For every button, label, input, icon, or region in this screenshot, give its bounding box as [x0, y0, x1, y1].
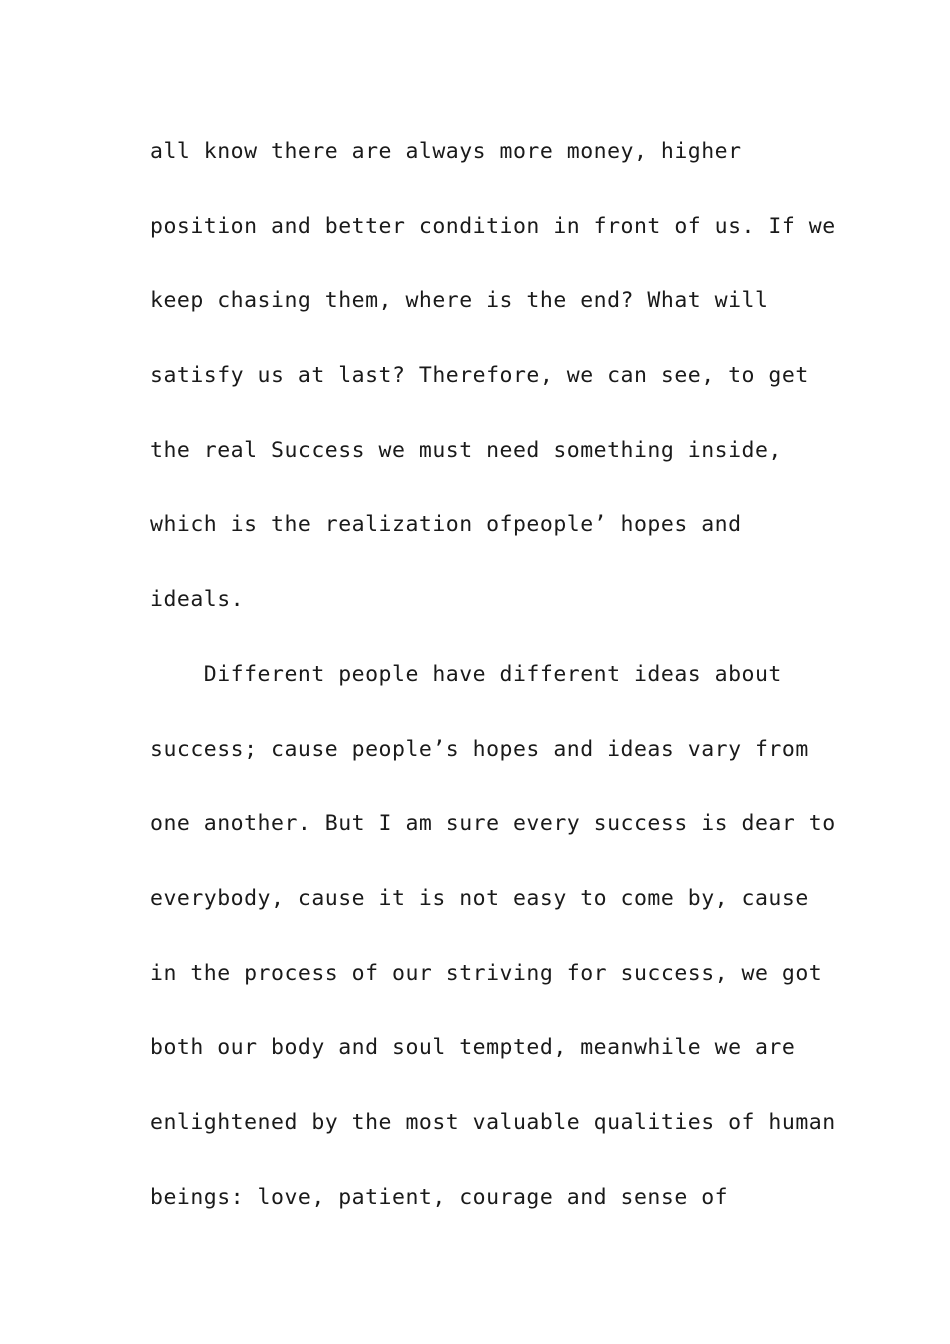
text-line: enlightened by the most valuable qualities of human — [150, 1109, 836, 1135]
text-line: which is the realization ofpeople’ hopes and — [150, 512, 742, 538]
text-line: position and better condition in front of us. If we — [150, 213, 836, 239]
text-line: beings: love, patient, courage and sense of — [150, 1184, 729, 1210]
text-line: success; cause people’s hopes and ideas vary from — [150, 736, 809, 762]
paragraph-first-line: Different people have different ideas about — [150, 661, 782, 687]
text-line: the real Success we must need something inside, — [150, 437, 782, 463]
text-line: one another. But I am sure every success is dear to — [150, 811, 836, 837]
text-line: both our body and soul tempted, meanwhile we are — [150, 1035, 796, 1061]
text-line: everybody, cause it is not easy to come by, cause — [150, 885, 809, 911]
text-line: ideals. — [150, 587, 245, 613]
text-line: satisfy us at last? Therefore, we can see, to get — [150, 363, 809, 389]
text-line: in the process of our striving for success, we got — [150, 960, 823, 986]
text-line: keep chasing them, where is the end? What will — [150, 288, 769, 314]
text-line: all know there are always more money, higher — [150, 139, 742, 164]
body-text — [150, 115, 836, 1235]
